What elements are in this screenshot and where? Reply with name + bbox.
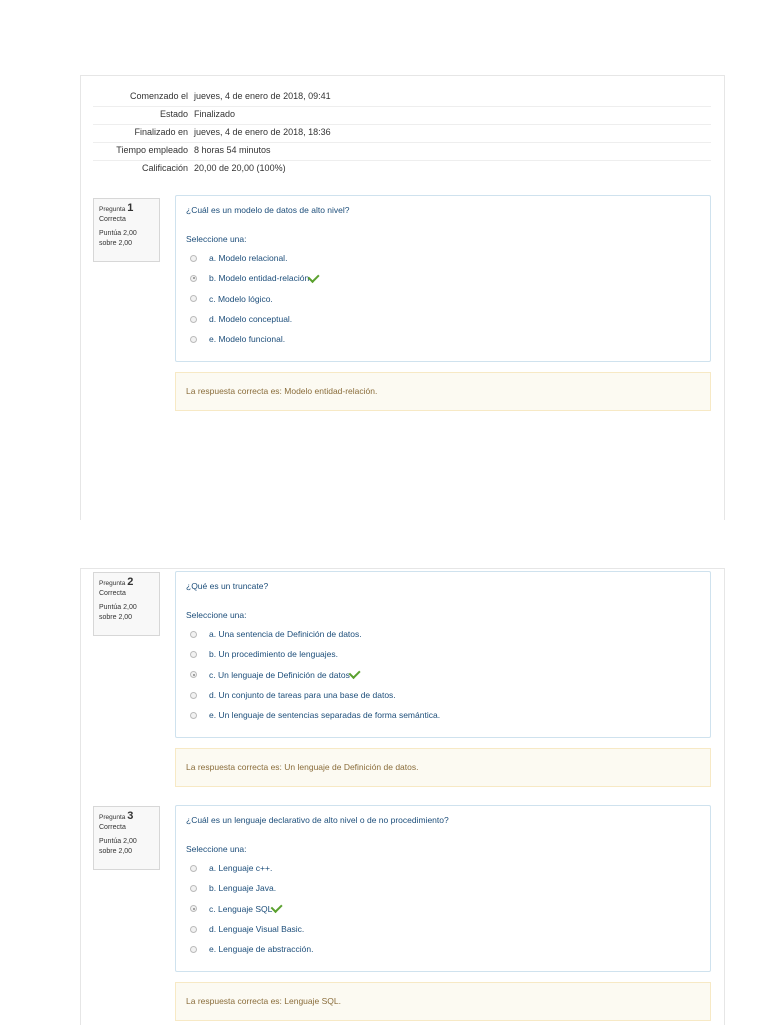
summary-row-state <box>93 107 711 125</box>
answer-option[interactable]: e. Modelo funcional. <box>186 329 700 349</box>
summary-value: jueves, 4 de enero de 2018, 18:36 <box>194 127 331 137</box>
question-formulation-2 <box>175 571 711 738</box>
radio-button[interactable] <box>190 946 197 953</box>
answer-option[interactable]: a. Modelo relacional. <box>186 248 700 268</box>
answer-option[interactable]: a. Lenguaje c++. <box>186 858 700 878</box>
summary-label: Calificación <box>141 163 188 173</box>
check-icon <box>271 901 283 913</box>
question-number: Pregunta 2 <box>99 576 134 588</box>
check-icon <box>308 271 320 283</box>
question-text: ¿Qué es un truncate? <box>186 581 269 591</box>
radio-button[interactable] <box>190 865 197 872</box>
radio-button[interactable] <box>190 926 197 933</box>
answer-option[interactable]: d. Lenguaje Visual Basic. <box>186 919 700 939</box>
question-number: Pregunta 3 <box>99 810 134 822</box>
answer-option[interactable]: e. Lenguaje de abstracción. <box>186 939 700 959</box>
question-info-1 <box>93 198 160 262</box>
summary-row-finished <box>93 125 711 143</box>
question-info-3 <box>93 806 160 870</box>
question-formulation-1 <box>175 195 711 362</box>
radio-button[interactable] <box>190 712 197 719</box>
answer-option[interactable]: c. Modelo lógico. <box>186 289 700 309</box>
answer-option[interactable]: d. Un conjunto de tareas para una base de datos. <box>186 685 700 705</box>
question-mark: Puntúa 2,00 sobre 2,00 <box>99 230 137 247</box>
page-panel-1 <box>80 75 725 520</box>
radio-button-selected[interactable] <box>190 905 197 912</box>
answer-option[interactable]: b. Lenguaje Java. <box>186 878 700 898</box>
summary-label: Estado <box>159 109 188 119</box>
select-prompt: Seleccione una: <box>186 234 247 244</box>
answer-option[interactable]: b. Modelo entidad-relación <box>186 268 700 288</box>
select-prompt: Seleccione una: <box>186 844 247 854</box>
radio-button[interactable] <box>190 255 197 262</box>
summary-row-started <box>93 89 711 107</box>
correct-answer-feedback-1: La respuesta correcta es: Modelo entidad-relación. <box>175 372 711 411</box>
select-prompt: Seleccione una: <box>186 610 247 620</box>
question-formulation-3 <box>175 805 711 972</box>
summary-value: 8 horas 54 minutos <box>194 145 271 155</box>
correct-answer-feedback-3: La respuesta correcta es: Lenguaje SQL. <box>175 982 711 1021</box>
radio-button[interactable] <box>190 885 197 892</box>
summary-value: Finalizado <box>194 109 236 119</box>
summary-row-time <box>93 143 711 161</box>
radio-button-selected[interactable] <box>190 275 197 282</box>
question-mark: Puntúa 2,00 sobre 2,00 <box>99 604 137 621</box>
correct-answer-feedback-2: La respuesta correcta es: Un lenguaje de Definición de datos. <box>175 748 711 787</box>
answer-option[interactable]: c. Lenguaje SQL <box>186 899 700 919</box>
answer-option[interactable]: b. Un procedimiento de lenguajes. <box>186 644 700 664</box>
question-text: ¿Cuál es un lenguaje declarativo de alto nivel o de no procedimiento? <box>186 815 449 825</box>
summary-label: Comenzado el <box>129 91 188 101</box>
attempt-summary-table <box>93 89 711 178</box>
summary-row-grade <box>93 161 711 178</box>
check-icon <box>348 667 360 679</box>
summary-value: 20,00 de 20,00 (100%) <box>194 163 286 173</box>
summary-value: jueves, 4 de enero de 2018, 09:41 <box>194 91 331 101</box>
radio-button[interactable] <box>190 316 197 323</box>
answer-option[interactable]: c. Un lenguaje de Definición de datos <box>186 665 700 685</box>
radio-button[interactable] <box>190 692 197 699</box>
radio-button-selected[interactable] <box>190 671 197 678</box>
question-text: ¿Cuál es un modelo de datos de alto nivel? <box>186 205 350 215</box>
question-state: Correcta <box>99 216 126 223</box>
radio-button[interactable] <box>190 631 197 638</box>
page-panel-2 <box>80 568 725 1025</box>
answer-option[interactable]: d. Modelo conceptual. <box>186 309 700 329</box>
answer-option[interactable]: a. Una sentencia de Definición de datos. <box>186 624 700 644</box>
radio-button[interactable] <box>190 651 197 658</box>
question-number: Pregunta 1 <box>99 202 134 214</box>
summary-label: Tiempo empleado <box>116 145 188 155</box>
answer-option[interactable]: e. Un lenguaje de sentencias separadas de forma semántica. <box>186 705 700 725</box>
radio-button[interactable] <box>190 336 197 343</box>
summary-label: Finalizado en <box>134 127 188 137</box>
question-state: Correcta <box>99 590 126 597</box>
question-info-2 <box>93 572 160 636</box>
question-mark: Puntúa 2,00 sobre 2,00 <box>99 838 137 855</box>
question-state: Correcta <box>99 824 126 831</box>
radio-button[interactable] <box>190 295 197 302</box>
